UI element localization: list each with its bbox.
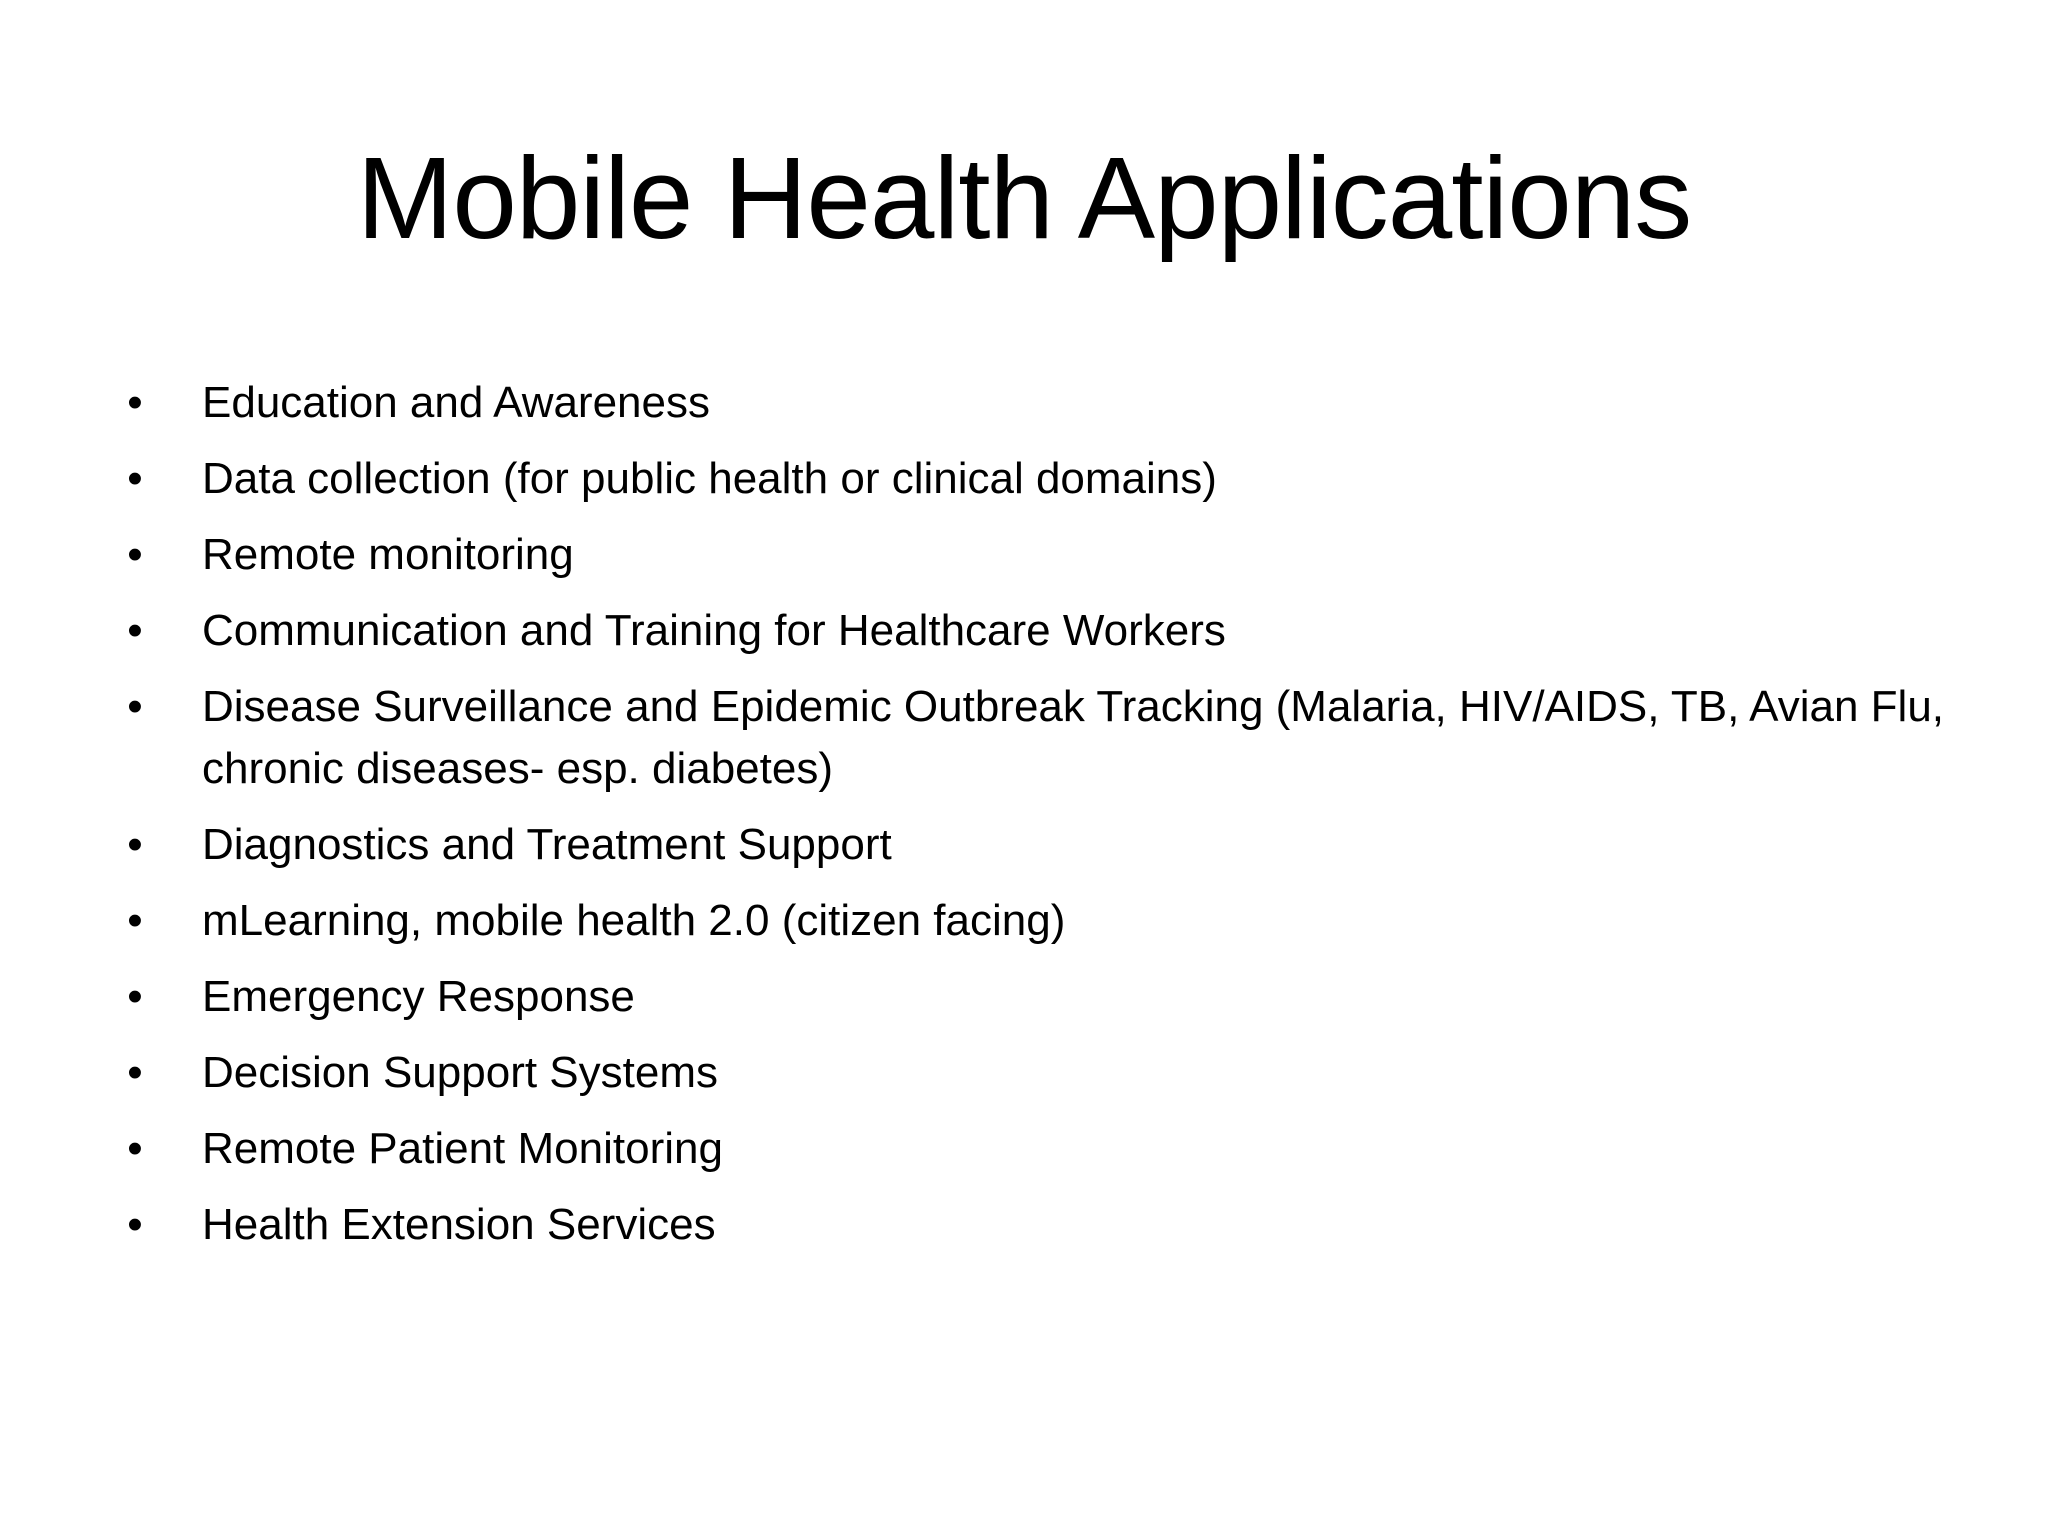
bullet-icon: • (127, 1200, 143, 1249)
list-item-text: Communication and Training for Healthcare Workers (202, 606, 1226, 655)
list-item-text: Remote Patient Monitoring (202, 1124, 723, 1173)
list-item (120, 1194, 1980, 1256)
list-item (120, 448, 1980, 510)
list-item-text: mLearning, mobile health 2.0 (citizen facing) (202, 896, 1066, 945)
list-item-text: Remote monitoring (202, 530, 574, 579)
list-item-text: Education and Awareness (202, 378, 710, 427)
bullet-icon: • (127, 972, 143, 1021)
list-item (120, 372, 1980, 434)
list-item (120, 890, 1980, 952)
list-item (120, 524, 1980, 586)
list-item-text: Emergency Response (202, 972, 635, 1021)
bullet-icon: • (127, 378, 143, 427)
bullet-icon: • (127, 454, 143, 503)
bullet-icon: • (127, 606, 143, 655)
list-item-text: Diagnostics and Treatment Support (202, 820, 892, 869)
list-item-text: Disease Surveillance and Epidemic Outbreak Tracking (Malaria, HIV/AIDS, TB, Avian Flu, chronic diseases- esp. diabetes) (202, 682, 1945, 793)
list-item-text: Decision Support Systems (202, 1048, 718, 1097)
list-item (120, 966, 1980, 1028)
list-item (120, 1118, 1980, 1180)
bullet-icon: • (127, 896, 143, 945)
bullet-icon: • (127, 1048, 143, 1097)
bullet-icon: • (127, 820, 143, 869)
list-item-text: Health Extension Services (202, 1200, 716, 1249)
slide-title: Mobile Health Applications (356, 133, 1692, 263)
list-item (120, 814, 1980, 876)
list-item (120, 1042, 1980, 1104)
bullet-list (120, 372, 1980, 1270)
bullet-icon: • (127, 530, 143, 579)
list-item-text: Data collection (for public health or clinical domains) (202, 454, 1217, 503)
list-item (120, 676, 1980, 800)
bullet-icon: • (127, 1124, 143, 1173)
bullet-icon: • (127, 682, 143, 731)
list-item (120, 600, 1980, 662)
